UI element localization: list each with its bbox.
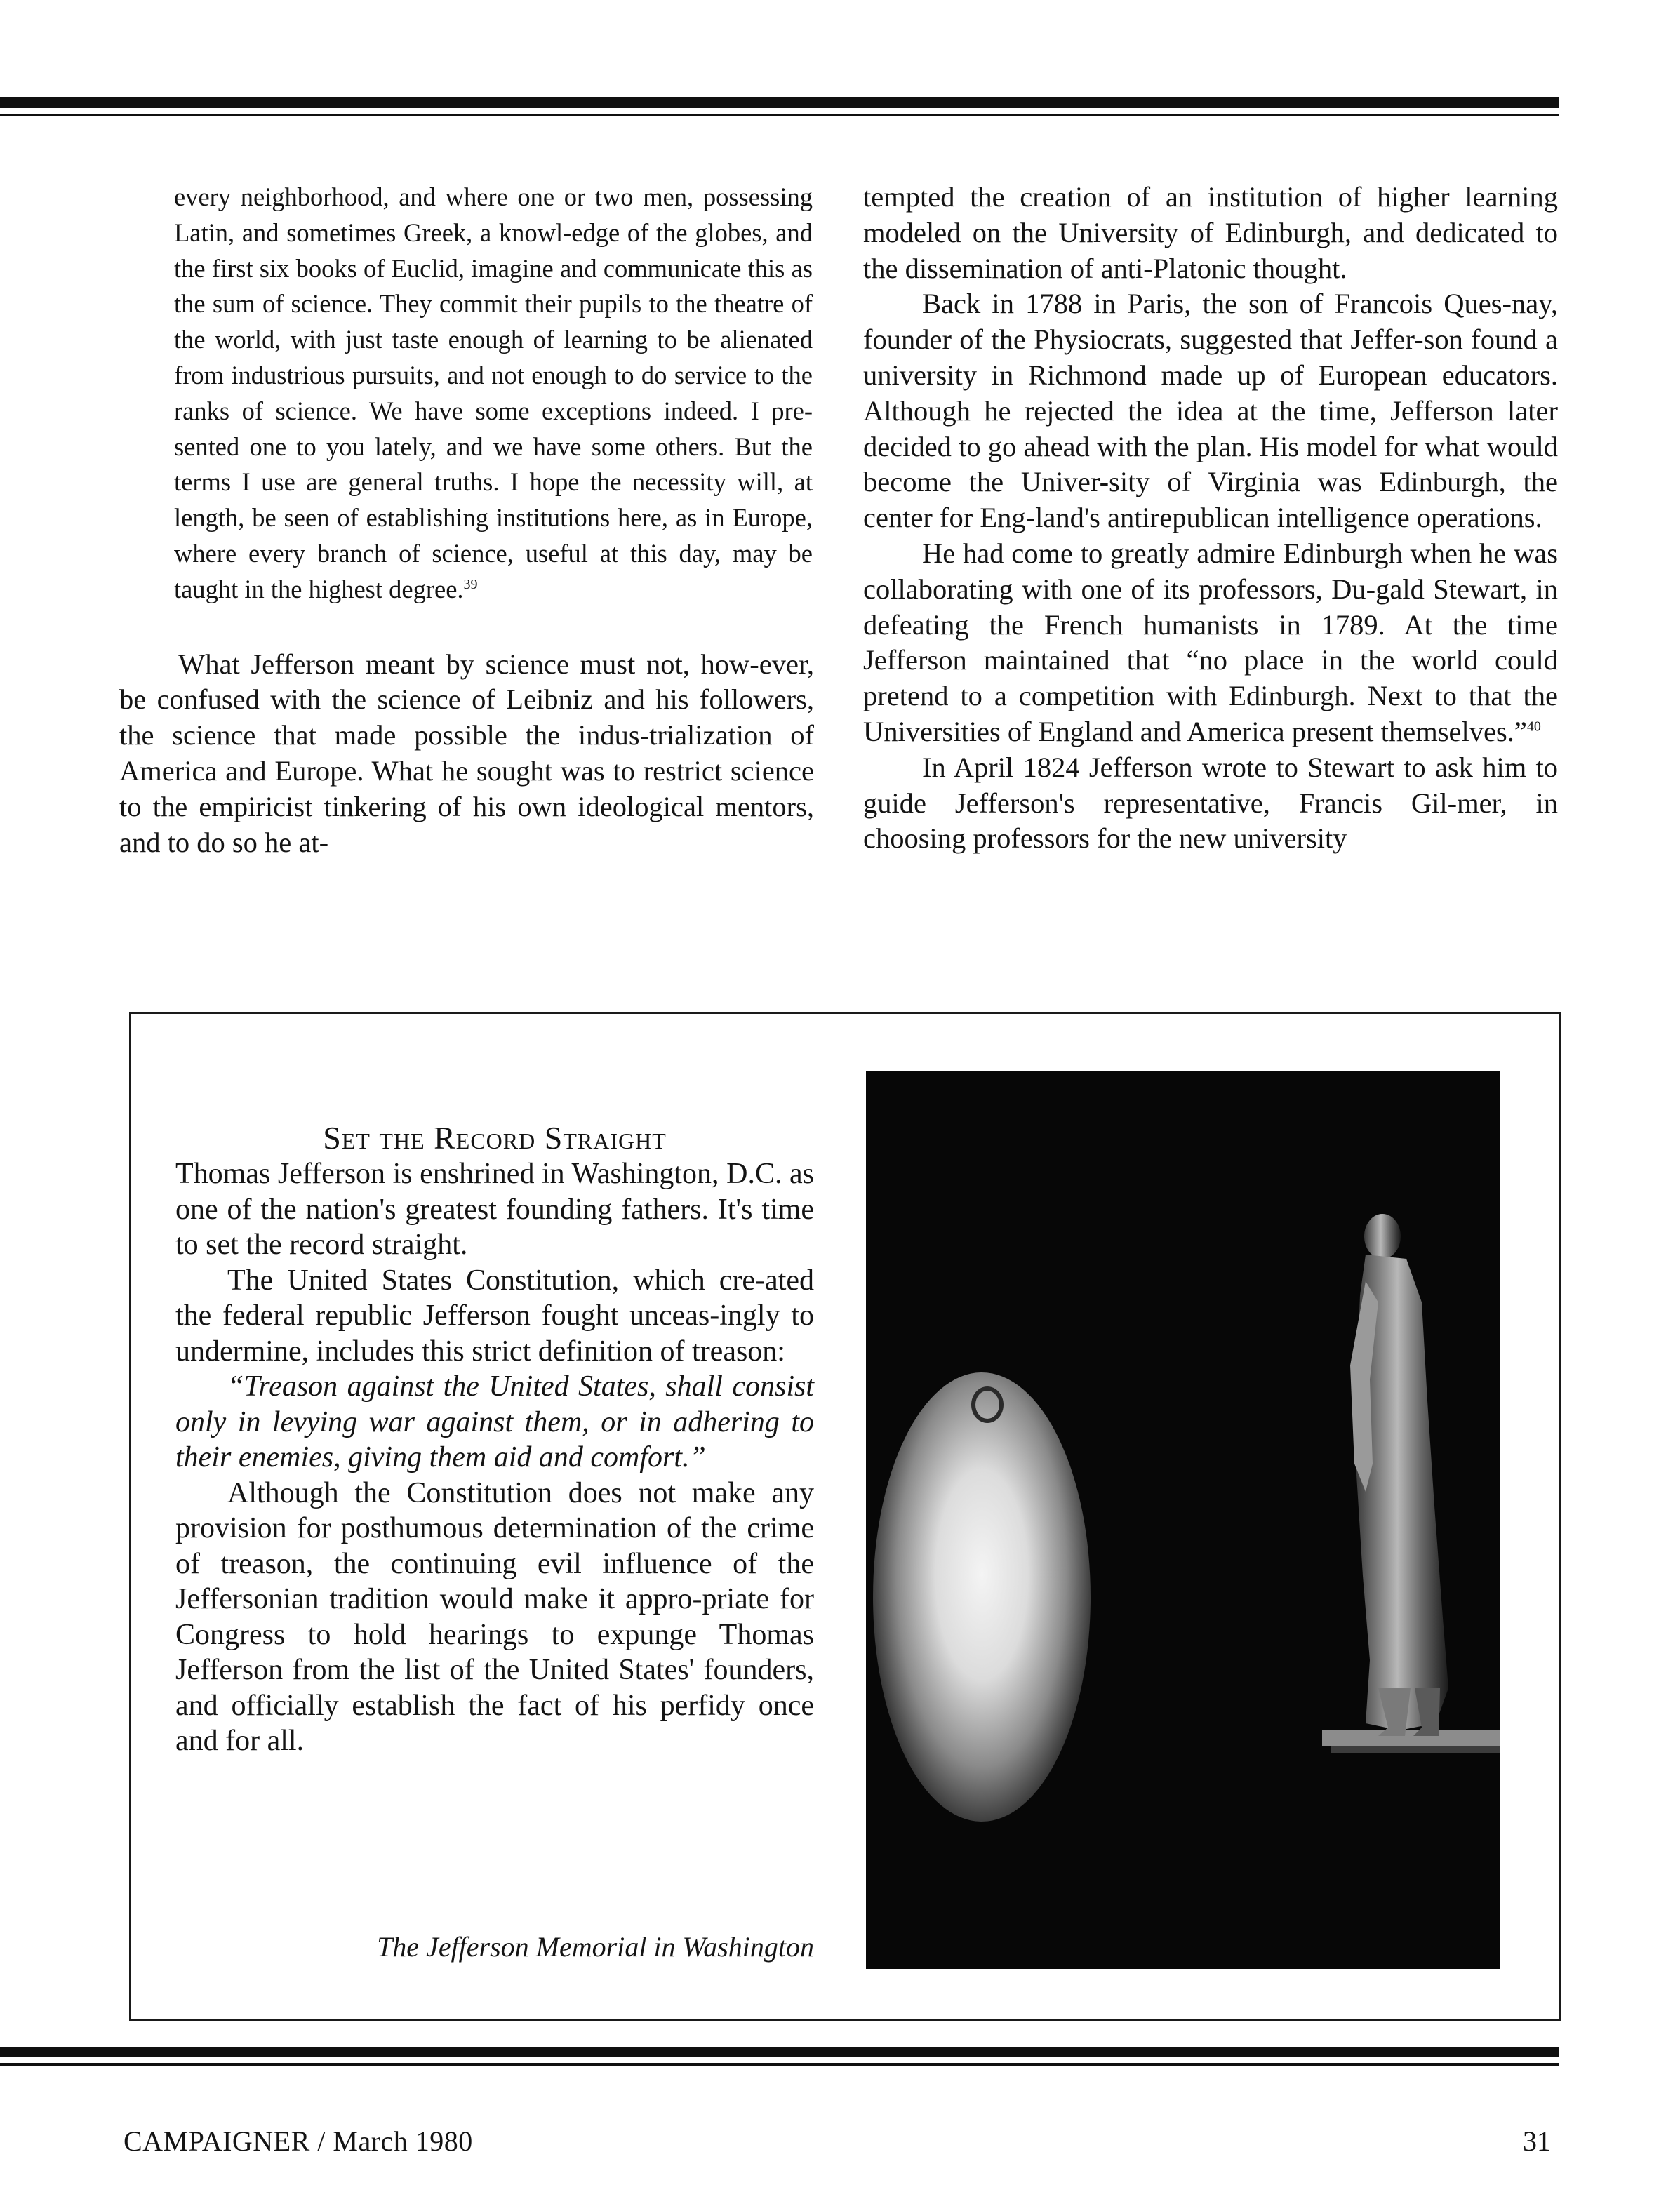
photo-caption: The Jefferson Memorial in Washington <box>377 1931 814 1963</box>
bottom-rule-thick <box>0 2047 1559 2057</box>
sidebar-paragraph-2: The United States Constitution, which cre-ated the federal republic Jefferson fought unceas-ingly to undermine, includes this strict definition of treason: <box>175 1264 814 1368</box>
sidebar-paragraph-3: Although the Constitution does not make any provision for posthumous determination of the crime of treason, the continuing evil influence of the Jeffersonian tradition would make it appro-priate for Congress to hold hearings to expunge Thomas Jefferson from the list of the United States' founders, and officially establish the fact of his perfidy once and for all. <box>175 1476 814 1757</box>
jefferson-memorial-photo <box>866 1071 1500 1969</box>
right-column <box>863 180 1558 857</box>
footnote-39: 39 <box>463 576 478 592</box>
right-paragraph-4: In April 1824 Jefferson wrote to Stewart to ask him to guide Jefferson's representative, Francis Gil-mer, in choosing professors for the new university <box>863 751 1558 855</box>
top-rule-thick <box>0 97 1559 108</box>
left-column <box>119 180 814 860</box>
page-number: 31 <box>1523 2125 1551 2157</box>
block-quote-text: every neighborhood, and where one or two men, possessing Latin, and sometimes Greek, a knowl-edge of the globes, and the first six books of Euclid, imagine and communicate this as the sum of science. They commit their pupils to the theatre of the world, with just taste enough of learning to be alienated from industrious pursuits, and not enough to do service to the ranks of science. We have some exceptions indeed. I pre-sented one to you lately, and we have some others. But the terms I use are general truths. I hope the necessity will, at length, be seen of establishing institutions here, as in Europe, where every branch of science, useful at this day, may be taught in the highest degree. <box>174 182 813 603</box>
left-paragraph: What Jefferson meant by science must not, how-ever, be confused with the science of Leibniz and his followers, the science that made possible the indus-trialization of America and Europe. What he sought was to restrict science to the empiricist tinkering of his own ideological mentors, and to do so he at- <box>119 648 814 858</box>
right-paragraph-3 <box>863 536 1558 750</box>
right-paragraph-2: Back in 1788 in Paris, the son of Francois Ques-nay, founder of the Physiocrats, suggested that Jeffer-son found a university in Richmond made up of European educators. Although he rejected the idea at the time, Jefferson later decided to go ahead with the plan. His model for what would become the Univer-sity of Virginia was Edinburgh, the center for Eng-land's antirepublican intelligence operations. <box>863 288 1558 534</box>
block-quote <box>174 180 813 608</box>
footnote-40: 40 <box>1526 719 1541 735</box>
publication-footer: CAMPAIGNER / March 1980 <box>124 2125 473 2157</box>
right-paragraph-1: tempted the creation of an institution of higher learning modeled on the University of Edinburgh, and dedicated to the dissemination of anti-Platonic thought. <box>863 181 1558 284</box>
sidebar-text <box>175 1120 814 1759</box>
top-rule-thin <box>0 114 1559 116</box>
statue-silhouette-icon <box>866 1071 1500 1969</box>
right-paragraph-3-text: He had come to greatly admire Edinburgh when he was collaborating with one of its professors, Du-gald Stewart, in defeating the French humanists in 1789. At the time Jefferson maintained that “no place in the world could pretend to a competition with Edinburgh. Next to that the Universities of England and America present themselves.” <box>863 537 1558 747</box>
bottom-rule-thin <box>0 2063 1559 2066</box>
treason-quote: “Treason against the United States, shall consist only in levying war against them, or in adhering to their enemies, giving them aid and comfort.” <box>175 1370 814 1474</box>
sidebar-title: Set the Record Straight <box>323 1120 667 1156</box>
sidebar-paragraph-1: Thomas Jefferson is enshrined in Washington, D.C. as one of the nation's greatest founding fathers. It's time to set the record straight. <box>175 1158 814 1261</box>
